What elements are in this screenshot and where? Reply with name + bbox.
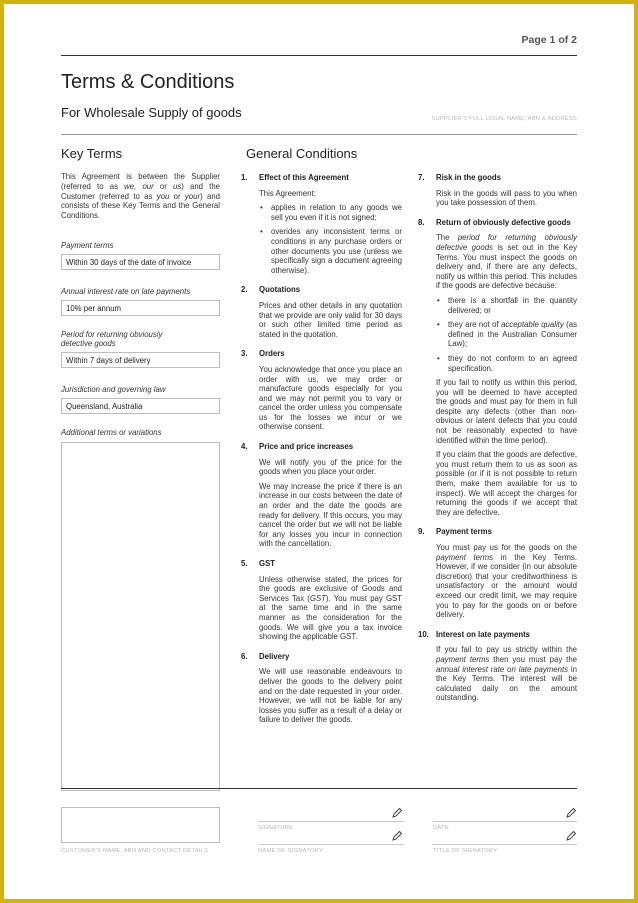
interest-rate-field[interactable]: 10% per annum (61, 300, 220, 316)
section-title: Orders (259, 349, 285, 359)
section-quotations (241, 285, 402, 339)
section-return (418, 218, 577, 518)
pen-icon (565, 830, 577, 842)
section-payment (418, 527, 577, 619)
list-item: • they do not conform to an agreed specification. (436, 354, 577, 373)
list-item: • there is a shortfall in the quantity delivered; or (436, 296, 577, 315)
section-number: 7. (418, 173, 425, 182)
key-terms-section (61, 172, 220, 791)
section-number: 9. (418, 527, 425, 537)
page-number: Page 1 of 2 (521, 34, 577, 46)
header-divider (61, 134, 577, 135)
document-title: Terms & Conditions (61, 71, 235, 93)
section-interest (418, 630, 577, 703)
pen-icon (391, 807, 403, 819)
return-period-label: Period for returning obviously detective goods (61, 329, 163, 349)
section-title: Return of obviously defective goods (436, 217, 571, 227)
section-title: Effect of this Agreement (259, 173, 349, 182)
document-page (4, 4, 634, 899)
section-number: 3. (241, 349, 248, 359)
payment-terms-label: Payment terms (61, 240, 114, 250)
general-conditions-right-column (418, 173, 577, 713)
general-conditions-heading: General Conditions (246, 146, 358, 161)
section-number: 8. (418, 217, 425, 227)
footer-divider (61, 788, 577, 789)
section-text: If you fail to notify us within this period, you will be deemed to have accepted the goods and must pay for them in full despite any defects (other than non-obvious or latent defects that you could not be reasonably expected to have identified within the time period). (436, 378, 577, 445)
customer-details-label: CUSTOMER'S NAME, ABN AND CONTACT DETAILS (61, 848, 209, 854)
signatory-name-field[interactable] (258, 844, 404, 845)
section-text: If you claim that the goods are defective, you must return them to us as soon as possible (or if it is not possible to return them, make them available for us to inspect). We will accept the charges for returning the goods if we accept that they are defective. (436, 450, 577, 517)
signatory-title-label: TITLE OF SIGNATORY (433, 848, 498, 854)
section-title: Payment terms (436, 527, 492, 537)
section-price (241, 442, 402, 549)
section-number: 5. (241, 559, 248, 568)
section-number: 6. (241, 651, 248, 661)
section-text: Unless otherwise stated, the prices for the goods are exclusive of Goods and Services Tax (GST). You must pay GST at the same time and in the same manner as the consideration for the goods. We will give you a tax invoice showing the applicable GST. (259, 574, 402, 642)
section-effect (241, 173, 402, 275)
section-text: This Agreement: (259, 188, 316, 198)
section-text: Prices and other details in any quotation that we provide are only valid for 30 days or such other limited time period as stated in the quotation. (259, 300, 402, 339)
section-orders (241, 349, 402, 432)
return-period-field[interactable]: Within 7 days of delivery (61, 352, 220, 368)
section-delivery (241, 652, 402, 725)
section-text: We will use reasonable endeavours to deliver the goods to the delivery point and on the date requested in your order. However, we will not be liable for any losses you suffer as a result of a delay or failure to deliver the goods. (259, 667, 402, 725)
pen-icon (565, 807, 577, 819)
section-title: Interest on late payments (436, 629, 531, 639)
document-subtitle: For Wholesale Supply of goods (61, 105, 242, 120)
date-label: DATE (433, 825, 449, 831)
date-field[interactable] (433, 821, 577, 822)
jurisdiction-field[interactable]: Queensland, Australia (61, 398, 220, 414)
section-text: We will notify you of the price for the goods when you place your order. (259, 457, 402, 477)
list-item: • overides any inconsistent terms or conditions in any purchase orders or other documents you use (unless we specifically sign a document agreeing otherwise). (259, 227, 402, 275)
section-text: The period for returning obviously defective goods is set out in the Key Terms. You must inspect the goods on delivery and, if there are any defects, notify us within this period. This includes if the goods are defective because: (436, 233, 577, 291)
signatory-name-label: NAME OF SIGNATORY (258, 848, 323, 854)
section-text: If you fail to pay us strictly within the payment terms then you must pay the annual interest rate on late payments in the Key Terms. The interest will be calculated daily on the amount outstanding. (436, 645, 577, 703)
section-risk (418, 173, 577, 208)
list-item: • applies in relation to any goods we sell you even if it is not signed; (259, 203, 402, 222)
payment-terms-field[interactable]: Within 30 days of the date of invoice (61, 254, 220, 270)
section-number: 2. (241, 285, 248, 295)
additional-terms-field[interactable] (61, 442, 220, 791)
section-title: GST (259, 559, 276, 568)
section-text: You must pay us for the goods on the payment terms in the Key Terms. However, if we consider (in our absolute discretion) that your creditworthiness is unsatisfactory or the amount would exceed our credit limit, we may require you to pay for the goods on or before delivery. (436, 543, 577, 620)
section-text: We may increase the price if there is an increase in our costs between the date of an order and the date the goods are ready for delivery. If this occurs, you may cancel the order but we will not be liable for any losses you incur in connection with the cancellation. (259, 481, 402, 549)
signatory-title-field[interactable] (433, 844, 577, 845)
section-title: Delivery (259, 651, 290, 661)
key-terms-intro: This Agreement is between the Supplier (referred to as we, our or us) and the Customer (referred to as you or your) and consists of these Key Terms and the General Conditions. (61, 172, 221, 221)
pen-icon (391, 830, 403, 842)
interest-rate-label: Annual interest rate on late payments (61, 286, 191, 296)
signature-label: SIGNATURE (258, 825, 294, 831)
section-number: 10. (418, 629, 429, 639)
section-title: Quotations (259, 285, 301, 295)
section-number: 1. (241, 173, 248, 182)
additional-terms-label: Additional terms or variations (61, 427, 162, 437)
jurisdiction-label: Jurisdiction and governing law (61, 385, 166, 395)
section-text: You acknowledge that once you place an order with us, we may order or manufacture goods especially for you and we may not permit you to vary or cancel the order unless you compensate us for the losses we incur or we otherwise consent. (259, 364, 402, 432)
signature-field[interactable] (258, 821, 404, 822)
general-conditions-left-column (241, 173, 402, 735)
section-text: Risk in the goods will pass to you when you take possession of them. (436, 188, 577, 208)
customer-details-field[interactable] (61, 807, 220, 843)
section-gst (241, 559, 402, 642)
section-number: 4. (241, 442, 248, 452)
supplier-details-label: SUPPLIER'S FULL LEGAL NAME, ABN & ADDRESS (431, 116, 577, 122)
list-item: • they are not of acceptable quality (as defined in the Australian Consumer Law); (436, 320, 577, 349)
section-title: Risk in the goods (436, 173, 501, 182)
section-title: Price and price increases (259, 442, 354, 452)
key-terms-heading: Key Terms (61, 146, 123, 161)
top-divider (61, 55, 577, 56)
